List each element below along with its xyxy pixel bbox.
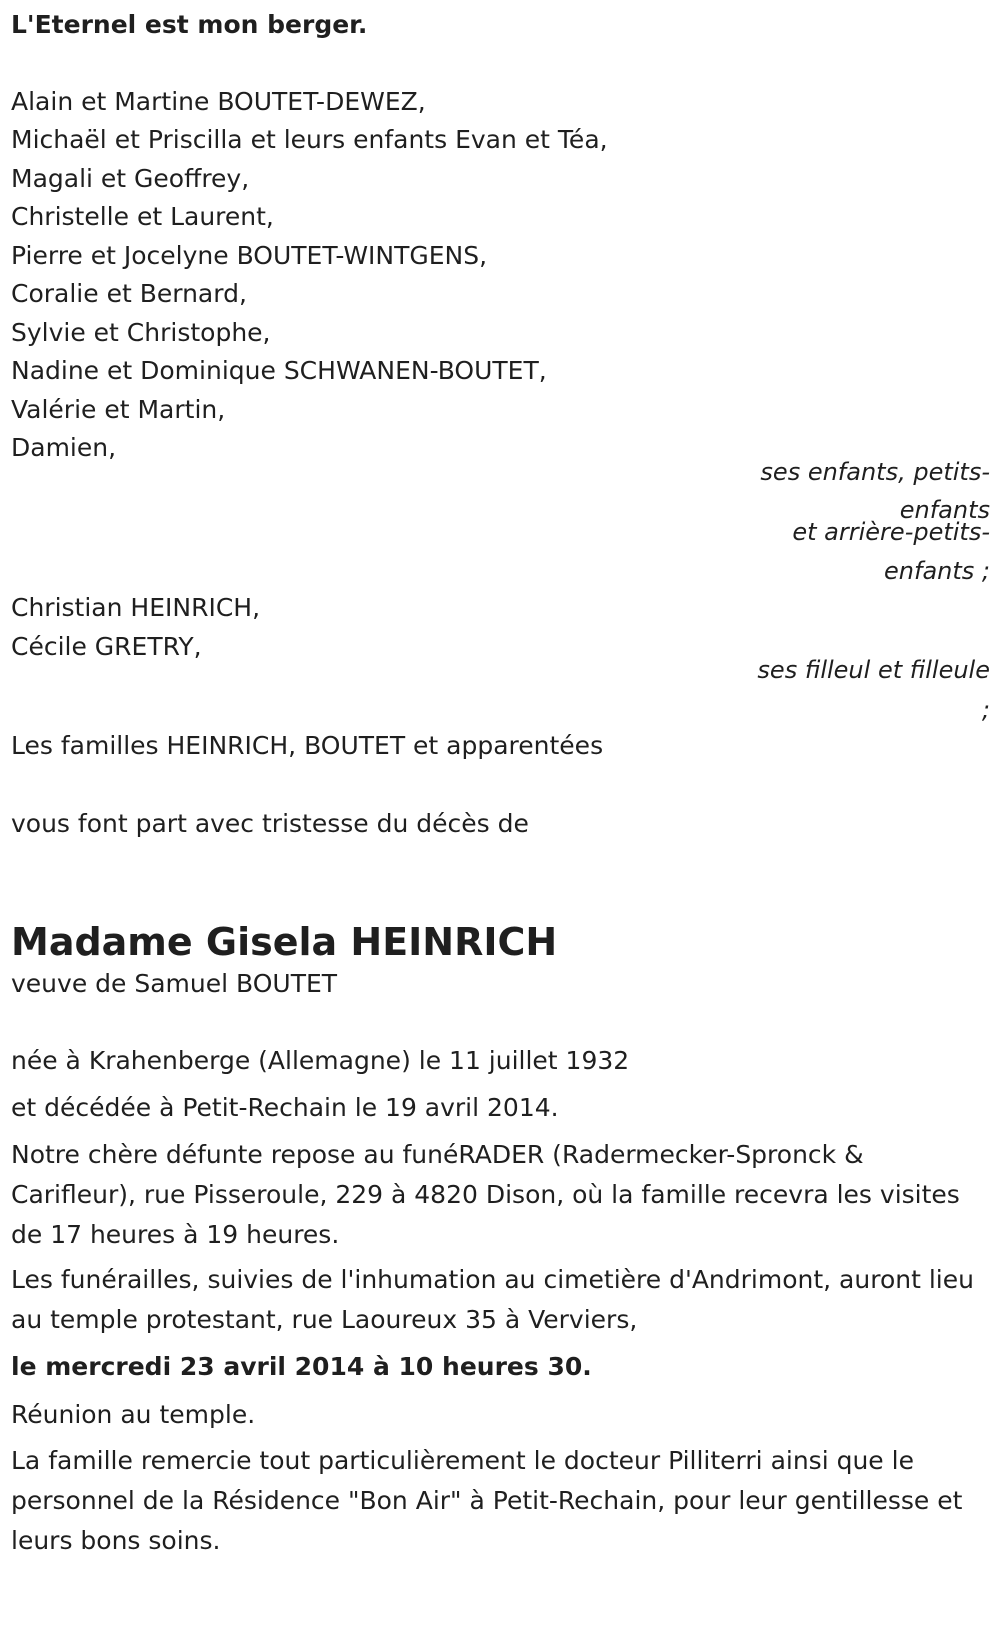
death-line: et décédée à Petit-Rechain le 19 avril 2014. (11, 1093, 559, 1122)
family-name-line: Pierre et Jocelyne BOUTET-WINTGENS, (11, 241, 488, 270)
deceased-name: Madame Gisela HEINRICH (11, 920, 558, 964)
widow-of-line: veuve de Samuel BOUTET (11, 969, 338, 998)
family-name-line: Sylvie et Christophe, (11, 318, 271, 347)
godchildren-role-line: ses filleul et filleule (757, 656, 990, 684)
family-name-line: Michaël et Priscilla et leurs enfants Evan et Téa, (11, 125, 608, 154)
thanks-paragraph: La famille remercie tout particulièrement le docteur Pilliterri ainsi que le personnel de la Résidence "Bon Air" à Petit-Rechain, pour leur gentillesse et leurs bons soins. (11, 1446, 963, 1555)
godchild-name-line: Christian HEINRICH, (11, 593, 261, 622)
children-role-line: enfants (899, 496, 990, 524)
godchild-name-line: Cécile GRETRY, (11, 632, 202, 661)
funeral-datetime: le mercredi 23 avril 2014 à 10 heures 30. (11, 1352, 592, 1381)
children-role-line: enfants ; (884, 557, 990, 585)
opening-quote: L'Eternel est mon berger. (11, 10, 368, 39)
funeral-paragraph: Les funérailles, suivies de l'inhumation au cimetière d'Andrimont, auront lieu au temple protestant, rue Laoureux 35 à Verviers, (11, 1265, 974, 1334)
birth-line: née à Krahenberge (Allemagne) le 11 juillet 1932 (11, 1046, 630, 1075)
family-name-line: Magali et Geoffrey, (11, 164, 250, 193)
families-line: Les familles HEINRICH, BOUTET et apparentées (11, 731, 604, 760)
family-name-line: Alain et Martine BOUTET-DEWEZ, (11, 87, 426, 116)
children-role-line: ses enfants, petits- (760, 458, 990, 486)
family-name-line: Damien, (11, 433, 117, 462)
family-name-line: Valérie et Martin, (11, 395, 226, 424)
family-name-line: Coralie et Bernard, (11, 279, 247, 308)
godchildren-role-line: ; (981, 696, 990, 724)
reunion-line: Réunion au temple. (11, 1400, 256, 1429)
announcement-line: vous font part avec tristesse du décès de (11, 809, 529, 838)
family-name-line: Christelle et Laurent, (11, 202, 274, 231)
family-name-line: Nadine et Dominique SCHWANEN-BOUTET, (11, 356, 547, 385)
children-role-line: et arrière-petits- (792, 518, 990, 546)
rest-place-paragraph: Notre chère défunte repose au funéRADER (Radermecker-Spronck & Carifleur), rue Pisseroule, 229 à 4820 Dison, où la famille recevra les visites de 17 heures à 19 heures. (11, 1140, 960, 1249)
